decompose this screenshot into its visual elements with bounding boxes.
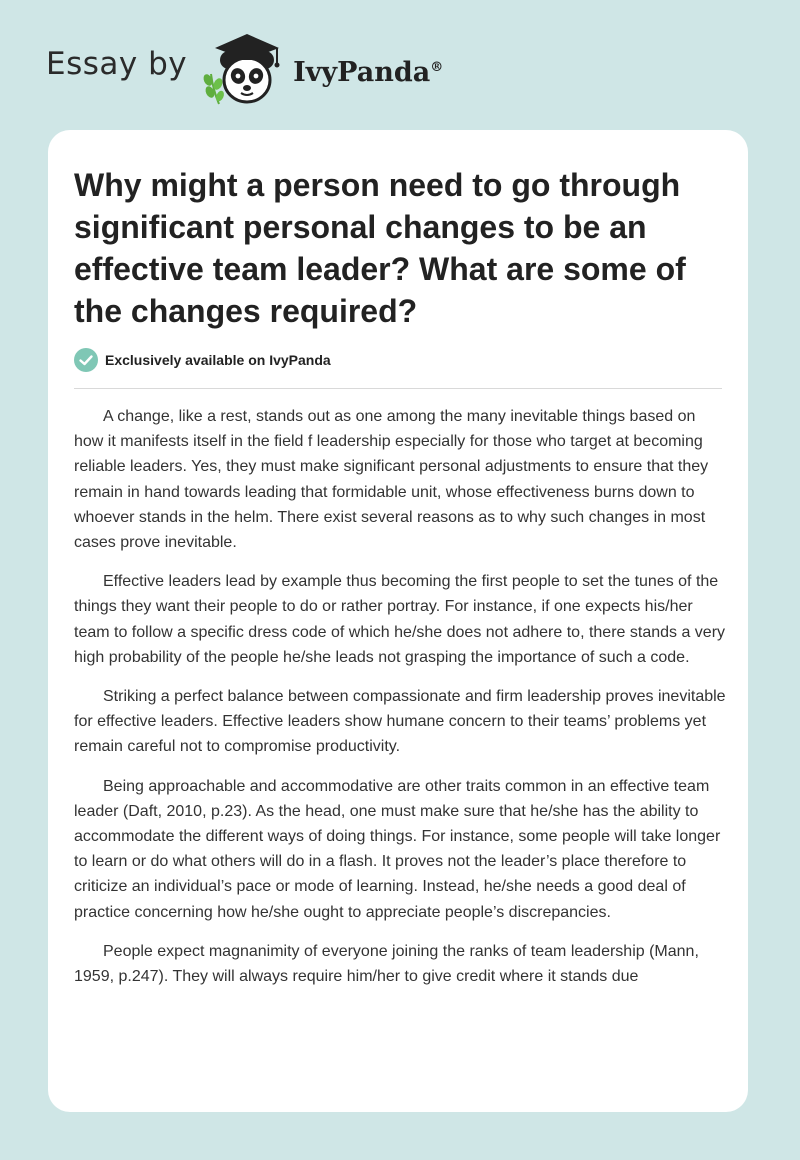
- essay-paragraph: People expect magnanimity of everyone joining the ranks of team leadership (Mann, 1959, p.247). They will always require him/her to give credit where it stands due: [74, 942, 699, 986]
- brand-header[interactable]: [46, 30, 443, 110]
- brand-prefix: Essay by: [46, 46, 188, 82]
- brand-name: IvyPanda®: [293, 56, 444, 88]
- divider: [74, 388, 722, 389]
- essay-paragraph: Being approachable and accommodative are other traits common in an effective team leader (Daft, 2010, p.23). As the head, one must make sure that he/she has the ability to accommodate the different ways of doing things. For instance, some people will take longer to learn or do what others will do in a flash. It proves not the leader’s place therefore to criticize an individual’s pace or mode of learning. Instead, he/she needs a good deal of practice concerning how he/she ought to appreciate people’s discrepancies.: [74, 777, 721, 921]
- essay-card: [48, 130, 748, 1112]
- exclusive-label: Exclusively available on IvyPanda: [105, 352, 331, 368]
- essay-paragraph: A change, like a rest, stands out as one among the many inevitable things based on how it manifests itself in the field f leadership especially for those who target at becoming reliable leaders. Yes, they must make significant personal adjustments to ensure that they remain in hand towards leading that formidable unit, whose effectiveness burns down to whoever stands in the helm. There exist several reasons as to why such changes in most cases prove inevitable.: [74, 408, 709, 552]
- check-circle-icon: [74, 348, 98, 372]
- essay-paragraph: Striking a perfect balance between compassionate and firm leadership proves inevitable for effective leaders. Effective leaders show humane concern to their teams’ problems yet remain careful not to compromise productivity.: [74, 688, 726, 756]
- essay-body: [74, 404, 726, 1003]
- essay-title: Why might a person need to go through significant personal changes to be an effective team leader? What are some of the changes required?: [74, 167, 686, 329]
- essay-paragraph: Effective leaders lead by example thus becoming the first people to set the tunes of the things they want their people to do or rather portray. For instance, if one expects his/her team to follow a specific dress code of which he/she does not adhere to, there stands a very high probability of the people he/she leads not grasping the importance of such a code.: [74, 573, 726, 666]
- panda-graduate-logo-icon: [199, 30, 291, 110]
- exclusive-badge: [74, 348, 331, 372]
